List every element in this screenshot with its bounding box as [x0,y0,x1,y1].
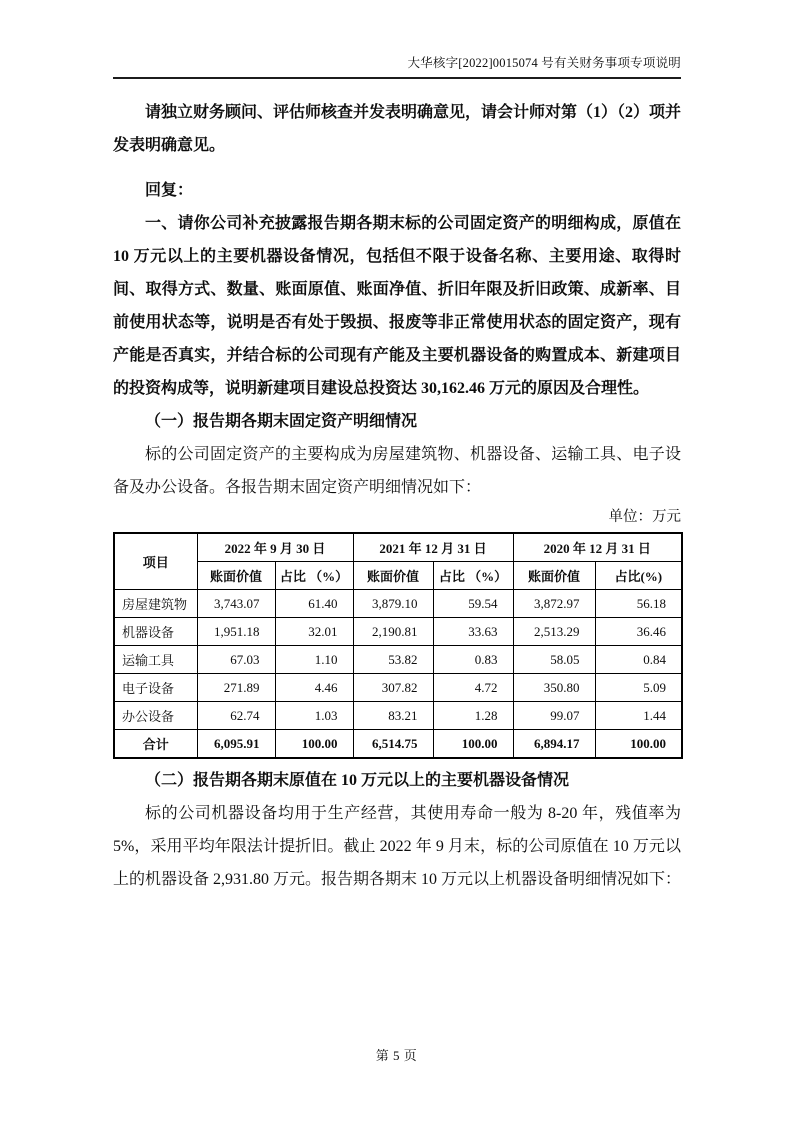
table-header-row-measures [114,562,682,590]
table-cell: 36.46 [595,618,682,646]
section-two-intro: 标的公司机器设备均用于生产经营，其使用寿命一般为 8-20 年，残值率为 5%，采用平均年限法计提折旧。截止 2022 年 9 月末，标的公司原值在 10 万元以上的机器设备 2,931.80 万元。报告期各期末 10 万元以上机器设备明细情况如下： [113,805,682,888]
table-cell: 56.18 [595,590,682,618]
table-cell: 2,190.81 [353,618,433,646]
table-header-book-value: 账面价值 [513,562,595,590]
table-cell: 99.07 [513,702,595,730]
table-cell-total-label: 合计 [114,730,197,759]
table-row [114,674,682,702]
table-header-row-periods [114,533,682,562]
table-cell: 33.63 [433,618,513,646]
document-header-note: 大华核字[2022]0015074 号有关财务事项专项说明 [113,55,681,79]
table-header-period-2020: 2020 年 12 月 31 日 [513,533,682,562]
table-cell: 3,743.07 [197,590,275,618]
table-cell: 1.44 [595,702,682,730]
table-row [114,646,682,674]
table-cell: 350.80 [513,674,595,702]
table-header-ratio: 占比(%) [595,562,682,590]
table-cell-item: 办公设备 [114,702,197,730]
table-cell: 6,894.17 [513,730,595,759]
table-cell: 5.09 [595,674,682,702]
table-header-period-2022: 2022 年 9 月 30 日 [197,533,353,562]
section-one-intro: 标的公司固定资产的主要构成为房屋建筑物、机器设备、运输工具、电子设备及办公设备。各报告期末固定资产明细情况如下： [113,446,681,496]
table-cell: 307.82 [353,674,433,702]
table-cell: 1.28 [433,702,513,730]
table-cell-item: 电子设备 [114,674,197,702]
table-cell: 53.82 [353,646,433,674]
table-row [114,590,682,618]
table-cell: 62.74 [197,702,275,730]
question-one-paragraph: 一、请你公司补充披露报告期各期末标的公司固定资产的明细构成，原值在 10 万元以上的主要机器设备情况，包括但不限于设备名称、主要用途、取得时间、取得方式、数量、账面原值、账面净值、折旧年限及折旧政策、成新率、目前使用状态等，说明是否有处于毁损、报废等非正常使用状态的固定资产，现有产能是否真实，并结合标的公司现有产能及主要机器设备的购置成本、新建项目的投资构成等，说明新建项目建设总投资达 30,162.46 万元的原因及合理性。 [113,215,681,397]
table-cell: 100.00 [595,730,682,759]
table-header-book-value: 账面价值 [197,562,275,590]
fixed-assets-table [113,532,683,759]
table-cell: 1,951.18 [197,618,275,646]
table-cell: 100.00 [433,730,513,759]
table-cell: 59.54 [433,590,513,618]
table-cell: 67.03 [197,646,275,674]
reply-label: 回复： [145,182,194,199]
table-cell: 2,513.29 [513,618,595,646]
table-cell: 0.83 [433,646,513,674]
table-cell: 1.10 [275,646,353,674]
table-cell: 83.21 [353,702,433,730]
table-total-row [114,730,682,759]
table-header-ratio: 占比 （%） [433,562,513,590]
table-cell: 6,095.91 [197,730,275,759]
unit-label: 单位：万元 [608,509,681,525]
section-two-title: （二）报告期各期末原值在 10 万元以上的主要机器设备情况 [145,772,570,789]
table-header-book-value: 账面价值 [353,562,433,590]
page-number: 第 5 页 [375,1048,418,1063]
table-cell-item: 运输工具 [114,646,197,674]
table-cell: 4.72 [433,674,513,702]
table-row [114,702,682,730]
table-cell: 4.46 [275,674,353,702]
table-cell-item: 房屋建筑物 [114,590,197,618]
table-cell: 1.03 [275,702,353,730]
table-cell: 100.00 [275,730,353,759]
section-one-title: （一）报告期各期末固定资产明细情况 [145,413,418,430]
table-header-ratio: 占比 （%） [275,562,353,590]
table-cell: 61.40 [275,590,353,618]
table-cell-item: 机器设备 [114,618,197,646]
table-row [114,618,682,646]
table-cell: 3,879.10 [353,590,433,618]
table-cell: 58.05 [513,646,595,674]
table-cell: 0.84 [595,646,682,674]
table-cell: 32.01 [275,618,353,646]
table-header-item: 项目 [114,533,197,590]
table-cell: 3,872.97 [513,590,595,618]
table-cell: 271.89 [197,674,275,702]
table-cell: 6,514.75 [353,730,433,759]
table-header-period-2021: 2021 年 12 月 31 日 [353,533,513,562]
instruction-paragraph: 请独立财务顾问、评估师核查并发表明确意见，请会计师对第（1）（2）项并发表明确意见。 [113,104,682,154]
